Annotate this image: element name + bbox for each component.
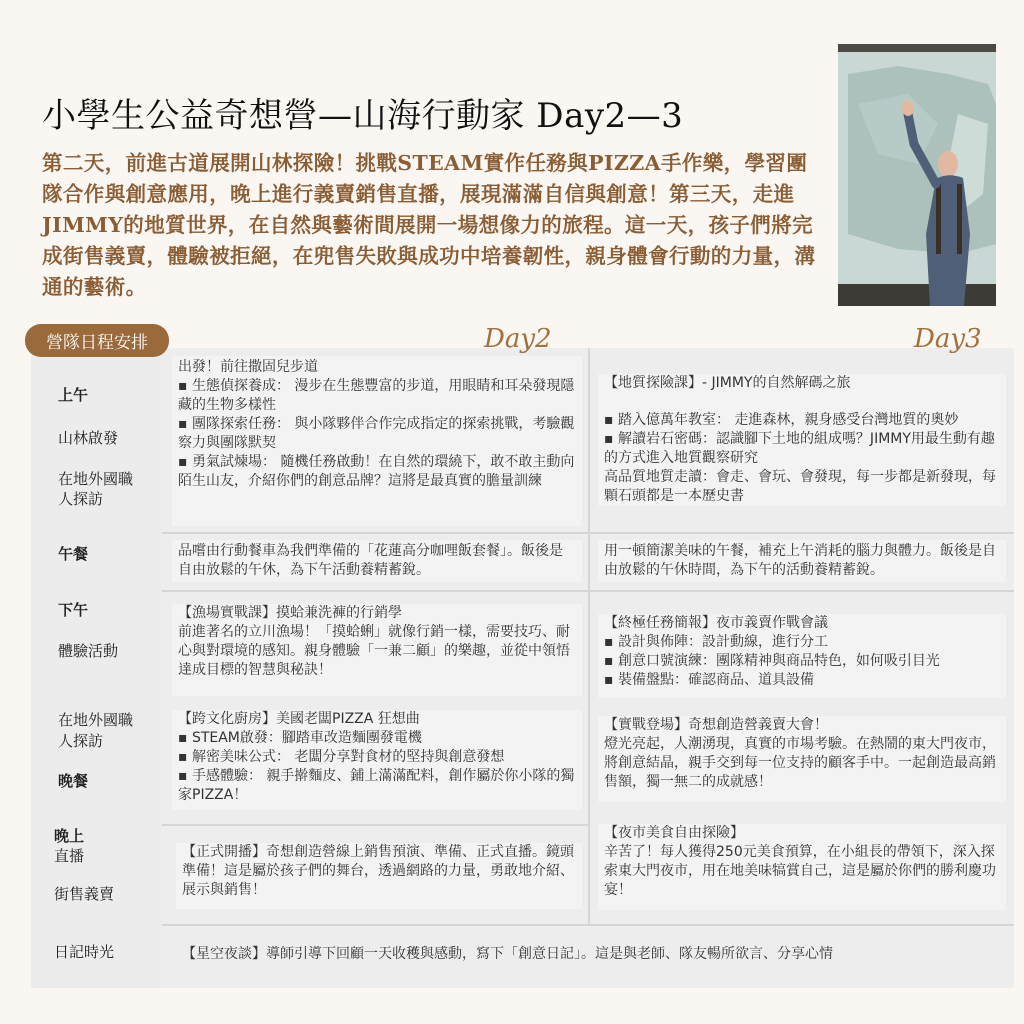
label-evening: 晚上 (54, 827, 85, 845)
day2-dinner-line: 【跨文化廚房】美國老闆PIZZA 狂想曲 (178, 711, 420, 727)
day2-lunch-cell (172, 540, 582, 582)
day2-dinner-cell (172, 710, 582, 810)
day3-lunch-text: 用一頓簡潔美味的午餐，補充上午消耗的腦力與體力。飯後是自由放鬆的午休時間，為下午的活動養精蓄銳。 (604, 543, 996, 578)
day2-lunch-text: 品嚐由行動餐車為我們準備的「花蓮高分咖哩飯套餐」。飯後是自由放鬆的午休，為下午活動養精蓄銳。 (178, 543, 563, 578)
day3-afternoon-line: ▪ 裝備盤點：確認商品、道具設備 (604, 672, 814, 688)
day2-morning-line: 出發！前往撒固兒步道 (178, 359, 318, 375)
page-title: 小學生公益奇想營—山海行動家 Day2—3 (42, 96, 684, 136)
row-divider (162, 824, 588, 826)
day3-morning-cell (598, 374, 1006, 506)
day2-evening-text: 【正式開播】奇想創造營線上銷售預演、準備、正式直播。鏡頭準備！這是屬於孩子們的舞台，透過網路的力量，勇敢地介紹、展示與銷售！ (182, 844, 574, 898)
day3-battle-cell (598, 716, 1006, 802)
row-divider (162, 590, 1014, 592)
diary-cell (176, 945, 1006, 971)
row-divider (162, 532, 1014, 534)
day2-morning-line: ▪ 勇氣試煉場： 隨機任務啟動！在自然的環繞下，敢不敢主動向陌生山友，介紹你們的創意品牌？這將是最真實的膽量訓練 (178, 454, 575, 489)
day2-dinner-line: ▪ 解密美味公式： 老闆分享對食材的堅持與創意發想 (178, 749, 505, 765)
day2-morning-cell (172, 356, 582, 526)
day2-morning-line: ▪ 生態偵探養成： 漫步在生態豐富的步道，用眼睛和耳朵發現隱藏的生物多樣性 (178, 378, 575, 413)
day3-morning-line: 高品質地質走讀：會走、會玩、會發現，每一步都是新發現，每顆石頭都是一本歷史書 (604, 469, 996, 504)
day2-afternoon-title: 【漁場實戰課】摸蛤兼洗褲的行銷學 (178, 605, 402, 621)
day3-morning-line: ▪ 踏入億萬年教室： 走進森林，親身感受台灣地質的奧妙 (604, 412, 959, 428)
day3-afternoon-line: ▪ 創意口號演練：團隊精神與商品特色，如何吸引目光 (604, 653, 940, 669)
day3-afternoon-line: ▪ 設計與佈陣：設計動線，進行分工 (604, 634, 828, 650)
label-morning-visit-2: 人探訪 (58, 490, 104, 508)
day2-dinner-line: ▪ 手感體驗： 親手擀麵皮、鋪上滿滿配料，創作屬於你小隊的獨家PIZZA！ (178, 768, 575, 803)
column-divider (588, 348, 590, 925)
label-morning-visit-1: 在地外國職 (58, 470, 134, 488)
day2-dinner-line: ▪ STEAM啟發：腳踏車改造麵團發電機 (178, 730, 422, 746)
intro-paragraph: 第二天，前進古道展開山林探險！挑戰STEAM實作任務與PIZZA手作樂，學習團隊合作與創意應用，晚上進行義賣銷售直播，展現滿滿自信與創意！第三天，走進JIMMY的地質世界，在自然與藝術間展開一場想像力的旅程。這一天，孩子們將完成街售義賣，體驗被拒絕，在兜售失敗與成功中培養韌性，親身體會行動的力量，溝通的藝術。 (42, 151, 816, 299)
label-afternoon-visit-2: 人探訪 (58, 732, 104, 750)
day3-battle-title: 【實戰登場】奇想創造營義賣大會！ (604, 717, 828, 733)
day2-morning-line: ▪ 團隊探索任務： 與小隊夥伴合作完成指定的探索挑戰，考驗觀察力與團隊默契 (178, 416, 575, 451)
label-afternoon-activity: 體驗活動 (58, 642, 119, 660)
diary-text: 【星空夜談】導師引導下回顧一天收穫與感動，寫下「創意日記」。這是與老師、隊友暢所欲言、分享心情 (182, 946, 833, 962)
day2-header: Day2 (484, 324, 552, 354)
day3-food-cell (598, 824, 1006, 910)
day2-afternoon-text: 前進著名的立川漁場！「摸蛤蜊」就像行銷一樣，需要技巧、耐心與對環境的感知。親身體驗「一兼二顧」的樂趣，並從中領悟達成目標的智慧與秘訣！ (178, 624, 570, 678)
day3-food-text: 辛苦了！每人獲得250元美食預算，在小組長的帶領下，深入探索東大門夜市，用在地美味犒賞自己，這是屬於你們的勝利慶功宴！ (604, 844, 996, 898)
day3-morning-title: 【地質探險課】- JIMMY的自然解碼之旅 (604, 375, 851, 391)
day3-afternoon-cell (598, 614, 1006, 698)
day3-food-title: 【夜市美食自由探險】 (604, 825, 744, 841)
day3-morning-line: ▪ 解讀岩石密碼：認識腳下土地的組成嗎？JIMMY用最生動有趣的方式進入地質觀察研究 (604, 431, 995, 466)
presenter-photo (838, 44, 996, 306)
day3-header: Day3 (914, 324, 982, 354)
day3-battle-text: 燈光亮起，人潮湧現，真實的市場考驗。在熱鬧的東大門夜市，將創意結晶，親手交到每一位支持的顧客手中。一起創造最高銷售額，獨一無二的成就感！ (604, 736, 996, 790)
label-afternoon: 下午 (58, 601, 89, 619)
label-evening-live: 直播 (54, 847, 85, 865)
label-diary: 日記時光 (54, 943, 115, 961)
label-dinner: 晚餐 (58, 772, 89, 790)
day2-evening-cell (176, 843, 582, 909)
row-divider (162, 924, 1014, 926)
label-lunch: 午餐 (58, 545, 89, 563)
label-evening-sale: 街售義賣 (54, 885, 115, 903)
label-afternoon-visit-1: 在地外國職 (58, 711, 134, 729)
day2-afternoon-cell (172, 604, 582, 696)
day3-lunch-cell (598, 540, 1006, 582)
label-morning-topic: 山林啟發 (58, 429, 119, 447)
schedule-badge: 營隊日程安排 (25, 324, 169, 357)
label-morning: 上午 (58, 386, 89, 404)
day3-afternoon-line: 【終極任務簡報】夜市義賣作戰會議 (604, 615, 828, 631)
